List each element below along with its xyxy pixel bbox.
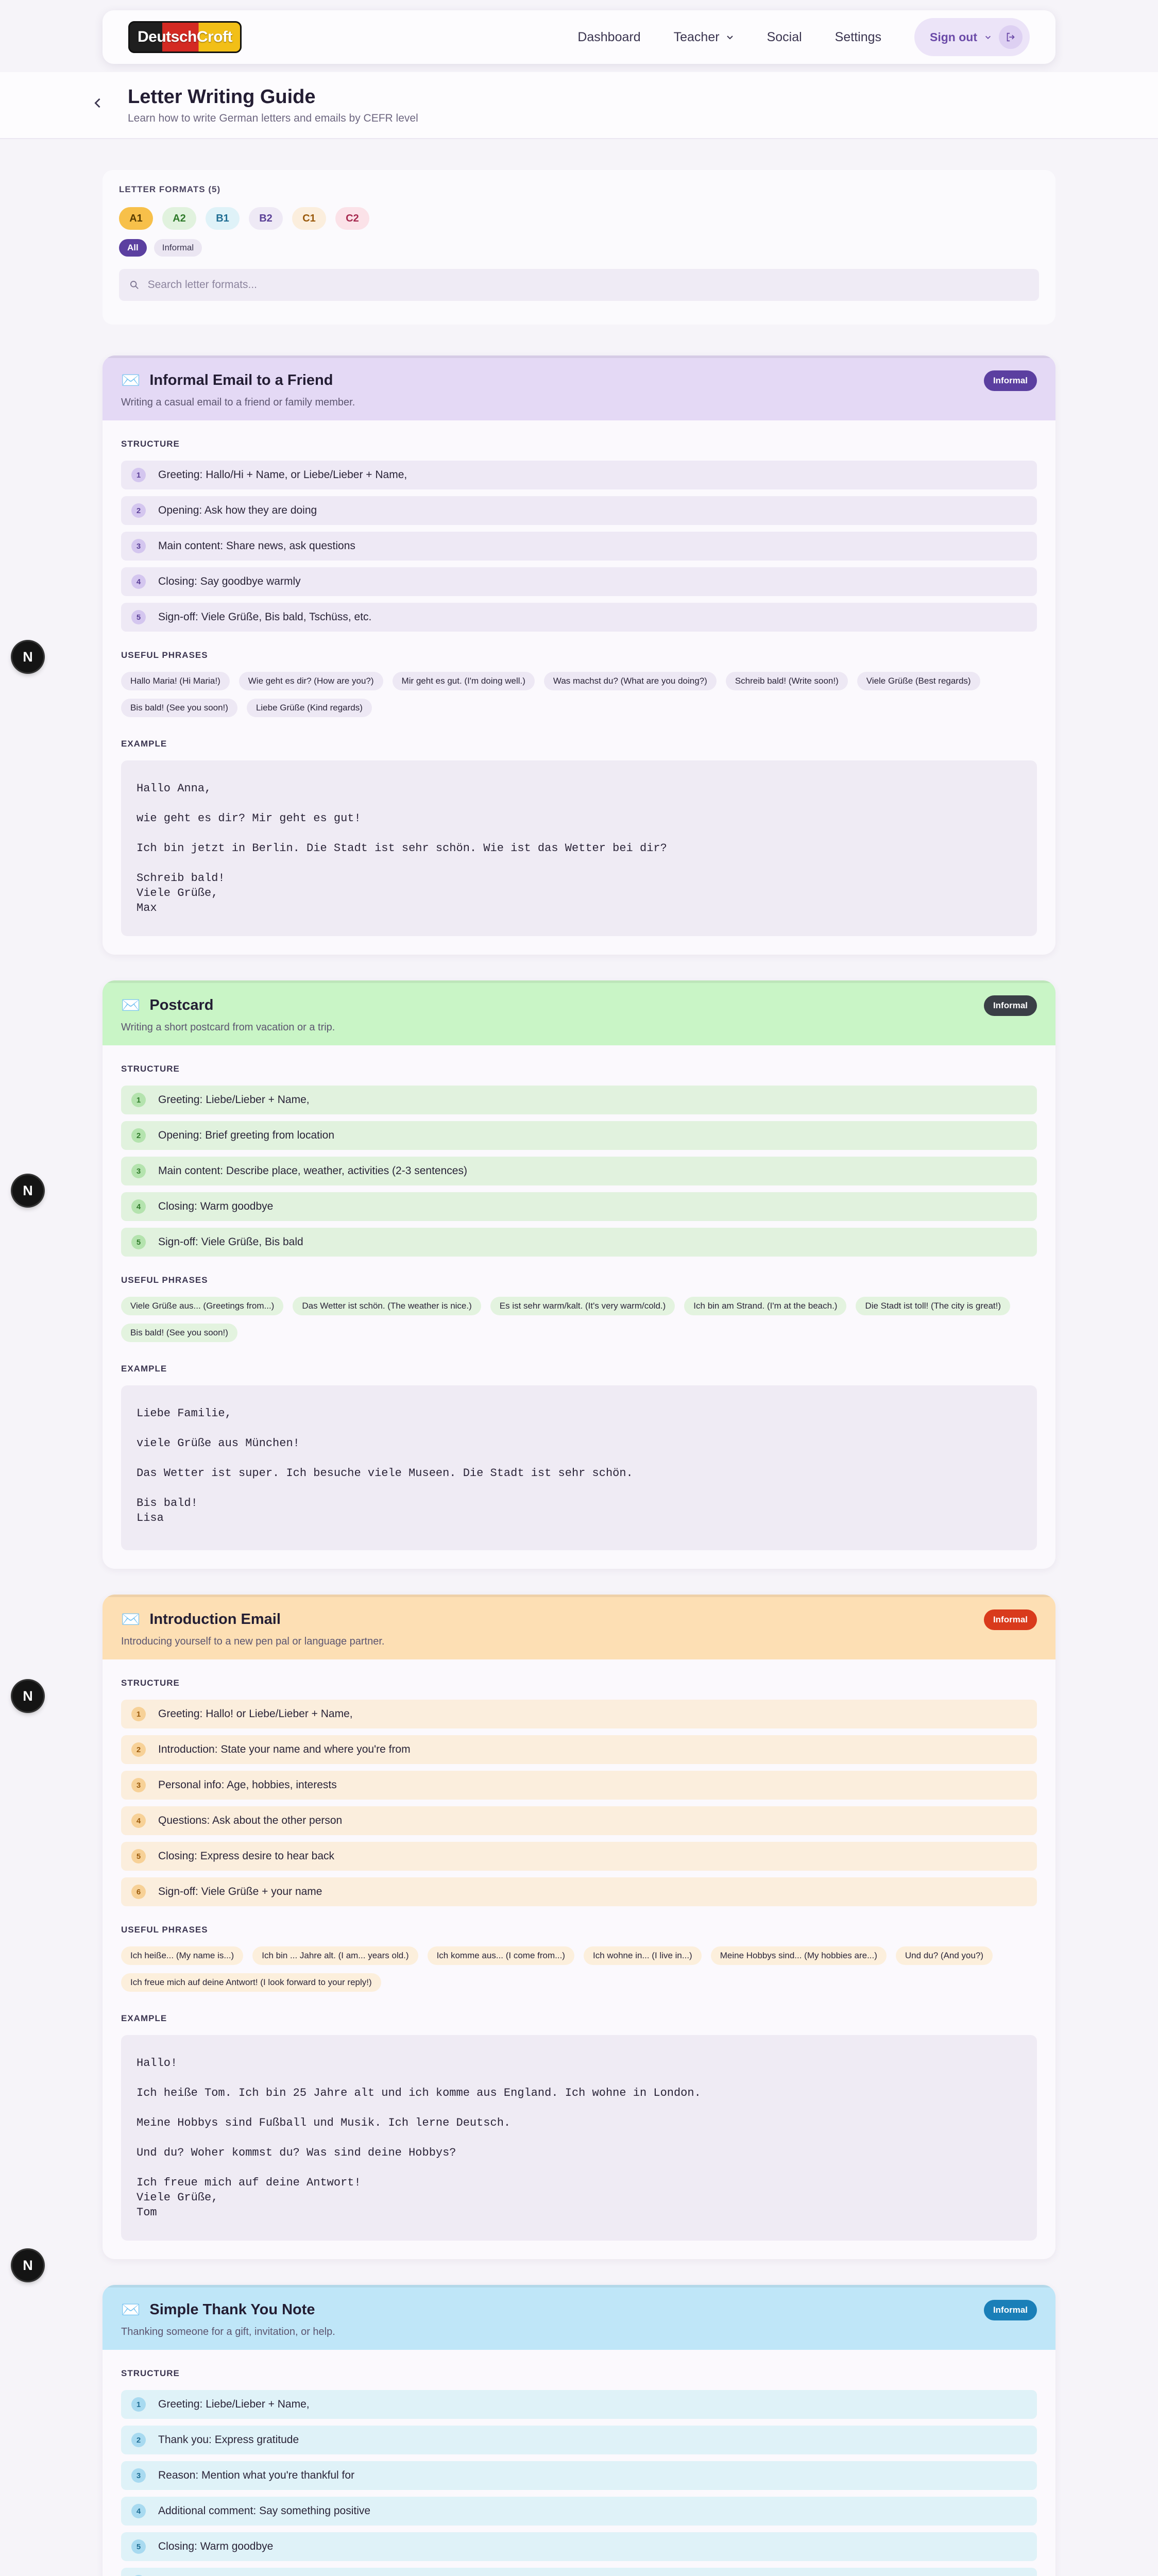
type-all-button[interactable]: All <box>119 239 147 257</box>
structure-step <box>121 2532 1037 2561</box>
structure-step <box>121 1735 1037 1764</box>
letter-card <box>103 2285 1055 2576</box>
step-text: Closing: Warm goodbye <box>158 2540 274 2552</box>
step-number: 6 <box>131 1885 146 1899</box>
nav-social[interactable]: Social <box>767 29 802 44</box>
n-avatar-button[interactable]: N <box>12 1175 43 1206</box>
card-title: Simple Thank You Note <box>149 2301 315 2318</box>
page-subtitle: Learn how to write German letters and emails by CEFR level <box>128 112 418 124</box>
structure-step <box>121 2426 1037 2454</box>
step-text: Additional comment: Say something positive <box>158 2505 371 2517</box>
step-text: Greeting: Liebe/Lieber + Name, <box>158 1094 310 1106</box>
card-subtitle: Thanking someone for a gift, invitation, or help. <box>121 2326 335 2337</box>
step-text: Opening: Ask how they are doing <box>158 504 317 516</box>
card-header <box>103 980 1055 1045</box>
nav-teacher-label: Teacher <box>673 29 720 44</box>
logout-icon[interactable] <box>999 25 1023 49</box>
structure-step <box>121 1842 1037 1871</box>
card-title: Informal Email to a Friend <box>149 372 333 388</box>
step-number: 5 <box>131 1235 146 1249</box>
phrase-chip[interactable]: Viele Grüße (Best regards) <box>857 672 980 690</box>
phrases-label: USEFUL PHRASES <box>121 1275 208 1285</box>
structure-step <box>121 603 1037 632</box>
step-number: 1 <box>131 2397 146 2412</box>
phrase-chip[interactable]: Ich komme aus... (I come from...) <box>428 1946 574 1965</box>
card-subtitle: Introducing yourself to a new pen pal or language partner. <box>121 1636 385 1647</box>
phrase-chip[interactable]: Es ist sehr warm/kalt. (It's very warm/cold.) <box>490 1297 675 1315</box>
top-navbar <box>103 10 1055 64</box>
phrase-chip[interactable]: Viele Grüße aus... (Greetings from...) <box>121 1297 283 1315</box>
level-a1-button[interactable]: A1 <box>119 207 153 230</box>
step-text: Sign-off: Viele Grüße + your name <box>158 1886 322 1897</box>
structure-step <box>121 567 1037 596</box>
structure-step <box>121 461 1037 489</box>
brand-logo-text: DeutschCroft <box>138 28 233 45</box>
structure-step <box>121 1121 1037 1150</box>
phrase-chip[interactable]: Ich heiße... (My name is...) <box>121 1946 243 1965</box>
level-c1-button[interactable]: C1 <box>292 207 326 230</box>
step-text: Main content: Share news, ask questions <box>158 540 355 552</box>
search-bar <box>119 269 1039 301</box>
step-number: 4 <box>131 1814 146 1828</box>
phrase-chip[interactable]: Das Wetter ist schön. (The weather is nice.) <box>293 1297 481 1315</box>
step-text: Sign-off: Viele Grüße, Bis bald <box>158 1236 303 1248</box>
structure-label: STRUCTURE <box>121 2368 180 2378</box>
step-number: 3 <box>131 1164 146 1178</box>
step-number: 4 <box>131 2504 146 2518</box>
chevron-down-icon <box>984 33 992 41</box>
level-filter <box>119 207 1039 230</box>
n-avatar-button[interactable]: N <box>12 2250 43 2281</box>
phrase-chip[interactable]: Was machst du? (What are you doing?) <box>544 672 717 690</box>
example-letter: Hallo Anna, wie geht es dir? Mir geht es gut! Ich bin jetzt in Berlin. Die Stadt ist sehr schön. Wie ist das Wetter bei dir? Schreib bald! Viele Grüße, Max <box>121 760 1037 936</box>
phrase-chip[interactable]: Die Stadt ist toll! (The city is great!) <box>856 1297 1010 1315</box>
level-a2-button[interactable]: A2 <box>162 207 196 230</box>
step-number: 1 <box>131 1707 146 1721</box>
phrase-list <box>121 672 1037 717</box>
structure-step <box>121 2497 1037 2526</box>
type-badge: Informal <box>984 995 1037 1016</box>
step-number: 3 <box>131 2468 146 2483</box>
phrase-chip[interactable]: Meine Hobbys sind... (My hobbies are...) <box>711 1946 887 1965</box>
level-c2-button[interactable]: C2 <box>335 207 369 230</box>
phrase-chip[interactable]: Hallo Maria! (Hi Maria!) <box>121 672 230 690</box>
back-arrow-icon[interactable] <box>91 95 105 115</box>
phrase-chip[interactable]: Und du? (And you?) <box>896 1946 993 1965</box>
nav-teacher-dropdown[interactable] <box>674 30 734 45</box>
step-text: Greeting: Hallo! or Liebe/Lieber + Name, <box>158 1708 353 1720</box>
type-filter <box>119 239 1039 257</box>
structure-step <box>121 2568 1037 2576</box>
phrases-label: USEFUL PHRASES <box>121 1925 208 1935</box>
step-number: 1 <box>131 468 146 482</box>
example-label: EXAMPLE <box>121 2013 167 2023</box>
letter-card <box>103 1595 1055 2259</box>
type-badge: Informal <box>984 2300 1037 2320</box>
phrase-chip[interactable]: Bis bald! (See you soon!) <box>121 1324 237 1342</box>
phrase-chip[interactable]: Schreib bald! (Write soon!) <box>726 672 848 690</box>
phrases-label: USEFUL PHRASES <box>121 650 208 660</box>
structure-step <box>121 532 1037 561</box>
structure-step <box>121 2390 1037 2419</box>
step-number: 2 <box>131 1128 146 1143</box>
type-informal-button[interactable]: Informal <box>154 239 202 257</box>
signout-button[interactable] <box>914 18 1030 56</box>
step-text: Introduction: State your name and where you're from <box>158 1743 411 1755</box>
envelope-icon: ✉️ <box>121 2301 141 2318</box>
example-label: EXAMPLE <box>121 739 167 749</box>
card-header <box>103 2285 1055 2350</box>
envelope-icon: ✉️ <box>121 372 141 389</box>
card-header <box>103 1595 1055 1659</box>
structure-step <box>121 1228 1037 1257</box>
structure-step <box>121 1086 1037 1114</box>
page-header <box>0 72 1158 139</box>
letter-card <box>103 980 1055 1569</box>
step-number: 2 <box>131 2433 146 2447</box>
filters-panel <box>103 170 1055 325</box>
step-text: Sign-off: Viele Grüße, Bis bald, Tschüss, etc. <box>158 611 372 623</box>
structure-label: STRUCTURE <box>121 439 180 449</box>
phrase-chip[interactable]: Ich freue mich auf deine Antwort! (I look forward to your reply!) <box>121 1973 381 1992</box>
main-nav <box>577 18 1030 56</box>
step-text: Personal info: Age, hobbies, interests <box>158 1779 337 1791</box>
structure-step <box>121 1157 1037 1185</box>
step-number: 1 <box>131 1093 146 1107</box>
card-subtitle: Writing a casual email to a friend or family member. <box>121 397 355 408</box>
step-number: 4 <box>131 1199 146 1214</box>
card-title: Introduction Email <box>149 1611 281 1628</box>
letter-format-list <box>0 355 1158 2576</box>
step-number: 5 <box>131 2539 146 2554</box>
phrase-chip[interactable]: Ich bin am Strand. (I'm at the beach.) <box>684 1297 846 1315</box>
level-b1-button[interactable]: B1 <box>206 207 240 230</box>
example-label: EXAMPLE <box>121 1364 167 1374</box>
step-text: Main content: Describe place, weather, activities (2-3 sentences) <box>158 1165 467 1177</box>
chevron-down-icon <box>726 33 734 41</box>
structure-label: STRUCTURE <box>121 1064 180 1074</box>
example-letter: Hallo! Ich heiße Tom. Ich bin 25 Jahre alt und ich komme aus England. Ich wohne in London. Meine Hobbys sind Fußball und Musik. Ich lerne Deutsch. Und du? Woher kommst du? Was sind deine Hobbys? Ich freue mich auf deine Antwort! Viele Grüße, Tom <box>121 2035 1037 2241</box>
n-avatar-button[interactable]: N <box>12 641 43 672</box>
phrase-list <box>121 1297 1037 1342</box>
search-input[interactable] <box>148 279 1029 291</box>
step-text: Greeting: Hallo/Hi + Name, or Liebe/Lieber + Name, <box>158 469 407 481</box>
step-number: 3 <box>131 1778 146 1792</box>
step-text: Closing: Express desire to hear back <box>158 1850 334 1862</box>
card-header <box>103 355 1055 420</box>
step-text: Opening: Brief greeting from location <box>158 1129 335 1141</box>
level-b2-button[interactable]: B2 <box>249 207 283 230</box>
step-number: 2 <box>131 503 146 518</box>
structure-step <box>121 496 1037 525</box>
structure-step <box>121 1877 1037 1906</box>
phrase-chip[interactable]: Mir geht es gut. (I'm doing well.) <box>393 672 535 690</box>
nav-settings[interactable]: Settings <box>835 29 882 44</box>
phrase-chip[interactable]: Bis bald! (See you soon!) <box>121 699 237 717</box>
phrase-chip[interactable]: Ich bin ... Jahre alt. (I am... years old.) <box>252 1946 418 1965</box>
phrase-chip[interactable]: Ich wohne in... (I live in...) <box>584 1946 702 1965</box>
n-avatar-button[interactable]: N <box>12 1681 43 1711</box>
phrase-chip[interactable]: Liebe Grüße (Kind regards) <box>247 699 372 717</box>
step-text: Closing: Warm goodbye <box>158 1200 274 1212</box>
structure-step <box>121 1192 1037 1221</box>
step-number: 4 <box>131 574 146 589</box>
type-badge: Informal <box>984 1609 1037 1630</box>
envelope-icon: ✉️ <box>121 1611 141 1628</box>
example-letter: Liebe Familie, viele Grüße aus München! Das Wetter ist super. Ich besuche viele Museen. Die Stadt ist sehr schön. Bis bald! Lisa <box>121 1385 1037 1550</box>
search-icon <box>129 280 140 290</box>
step-number: 5 <box>131 610 146 624</box>
card-title: Postcard <box>149 997 214 1013</box>
phrase-list <box>121 1946 1037 1992</box>
step-text: Questions: Ask about the other person <box>158 1815 343 1826</box>
step-number: 2 <box>131 1742 146 1757</box>
step-text: Closing: Say goodbye warmly <box>158 575 301 587</box>
structure-step <box>121 2461 1037 2490</box>
envelope-icon: ✉️ <box>121 997 141 1014</box>
brand-logo[interactable] <box>128 21 242 53</box>
type-badge: Informal <box>984 370 1037 391</box>
letter-card <box>103 355 1055 955</box>
structure-step <box>121 1771 1037 1800</box>
card-subtitle: Writing a short postcard from vacation or a trip. <box>121 1022 335 1033</box>
step-text: Greeting: Liebe/Lieber + Name, <box>158 2398 310 2410</box>
structure-step <box>121 1700 1037 1728</box>
signout-label: Sign out <box>930 30 977 44</box>
step-number: 3 <box>131 539 146 553</box>
step-number: 5 <box>131 1849 146 1863</box>
letter-formats-count: LETTER FORMATS (5) <box>119 184 221 194</box>
page-title: Letter Writing Guide <box>128 86 316 108</box>
structure-step <box>121 1806 1037 1835</box>
step-text: Reason: Mention what you're thankful for <box>158 2469 355 2481</box>
step-text: Thank you: Express gratitude <box>158 2434 299 2446</box>
structure-label: STRUCTURE <box>121 1678 180 1688</box>
phrase-chip[interactable]: Wie geht es dir? (How are you?) <box>239 672 383 690</box>
nav-dashboard[interactable]: Dashboard <box>577 29 641 44</box>
